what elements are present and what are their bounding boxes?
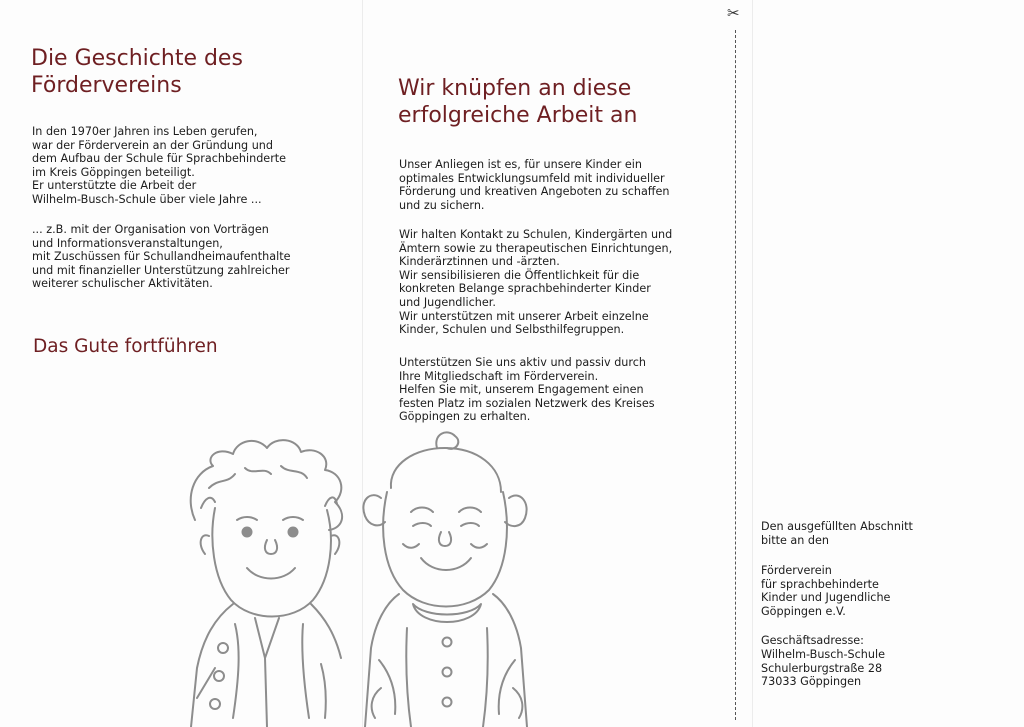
max-und-moritz-illustration xyxy=(175,428,555,727)
business-address: Wilhelm-Busch-Schule Schulerburgstraße 28 73033 Göppingen xyxy=(761,648,885,689)
recipient-address: Förderverein für sprachbehinderte Kinder und Jugendliche Göppingen e.V. xyxy=(761,564,891,618)
scissors-icon: ✂ xyxy=(727,4,740,22)
cut-line xyxy=(735,30,736,720)
business-address-label: Geschäftsadresse: xyxy=(761,634,864,647)
return-instruction: Den ausgefüllten Abschnitt bitte an den xyxy=(761,520,913,547)
fold-line-right xyxy=(752,0,753,727)
mission-title: Wir knüpfen an diese erfolgreiche Arbeit an xyxy=(398,76,638,128)
mission-paragraph-1: Unser Anliegen ist es, für unsere Kinder ein optimales Entwicklungsumfeld mit individueller Förderung und kreativen Angeboten zu schaffen und zu sichern. xyxy=(399,158,670,212)
history-title: Die Geschichte des Fördervereins xyxy=(31,46,243,98)
history-paragraph-2: ... z.B. mit der Organisation von Vorträgen und Informationsveranstaltungen, mit Zuschüssen für Schullandheimaufenthalte und mit finanzieller Unterstützung zahlreicher weiterer schulischer Aktivitäten. xyxy=(32,223,291,291)
mission-paragraph-2: Wir halten Kontakt zu Schulen, Kindergärten und Ämtern sowie zu therapeutischen Einrichtungen, Kinderärztinnen und -ärzten. Wir sensibilisieren die Öffentlichkeit für die konkreten Belange sprachbehinderter Kinder und Jugendlicher. Wir unterstützen mit unserer Arbeit einzelne Kinder, Schulen und Selbsthilfegruppen. xyxy=(399,228,673,337)
history-paragraph-1: In den 1970er Jahren ins Leben gerufen, war der Förderverein an der Gründung und dem Aufbau der Schule für Sprachbehinderte im Kreis Göppingen beteiligt. Er unterstützte die Arbeit der Wilhelm-Busch-Schule über viele Jahre ... xyxy=(32,125,287,206)
continue-subtitle: Das Gute fortführen xyxy=(33,336,218,357)
mission-paragraph-3: Unterstützen Sie uns aktiv und passiv durch Ihre Mitgliedschaft im Förderverein. Helfen Sie mit, unserem Engagement einen festen Platz im sozialen Netzwerk des Kreises Göppingen zu erhalten. xyxy=(399,356,655,424)
